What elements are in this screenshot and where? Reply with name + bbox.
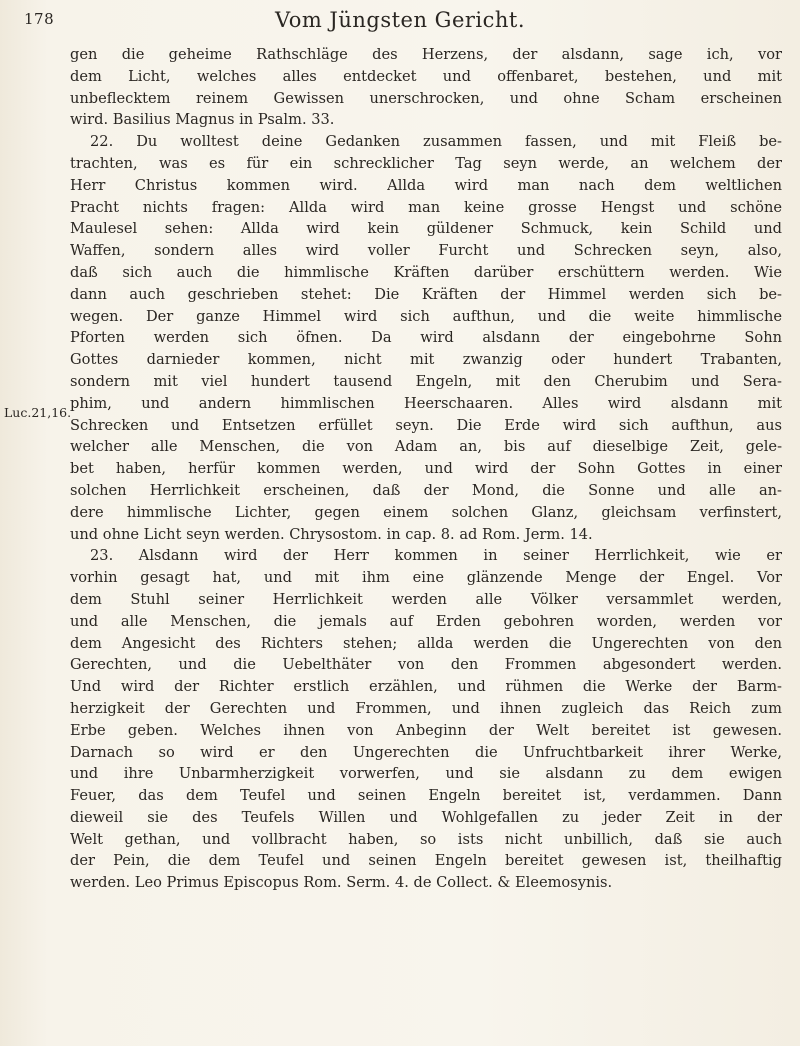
paragraph <box>70 131 782 545</box>
text-line: Maulesel sehen: Allda wird kein güldener Schmuck, kein Schild und <box>70 220 782 238</box>
text-line: Und wird der Richter erstlich erzählen, und rühmen die Werke der Barm- <box>70 678 782 696</box>
text-line: Waffen, sondern alles wird voller Furcht und Schrecken seyn, also, <box>70 242 782 260</box>
text-line: wird. Basilius Magnus in Psalm. 33. <box>70 111 335 129</box>
text-line: 23. Alsdann wird der Herr kommen in seiner Herrlichkeit, wie er <box>90 547 782 565</box>
text-line: dere himmlische Lichter, gegen einem solchen Glanz, gleichsam verfinstert, <box>70 503 782 521</box>
text-line: unbeflecktem reinem Gewissen unerschrocken, und ohne Scham erscheinen <box>70 89 782 107</box>
paragraph <box>70 545 782 894</box>
text-line: Feuer, das dem Teufel und seinen Engeln bereitet ist, verdammen. Dann <box>70 787 782 805</box>
text-line: welcher alle Menschen, die von Adam an, bis auf dieselbige Zeit, gele- <box>70 438 782 456</box>
text-line: Darnach so wird er den Ungerechten die Unfruchtbarkeit ihrer Werke, <box>70 743 782 761</box>
text-line: dieweil sie des Teufels Willen und Wohlgefallen zu jeder Zeit in der <box>70 808 782 826</box>
text-line: der Pein, die dem Teufel und seinen Engeln bereitet gewesen ist, theilhaftig <box>70 852 782 870</box>
text-line: vorhin gesagt hat, und mit ihm eine glänzende Menge der Engel. Vor <box>70 569 782 587</box>
text-line: wegen. Der ganze Himmel wird sich aufthun, und die weite himmlische <box>70 307 782 325</box>
text-line: Erbe geben. Welches ihnen von Anbeginn der Welt bereitet ist gewesen. <box>70 721 782 739</box>
margin-note: Luc.21,16. <box>4 405 72 420</box>
text-line: solchen Herrlichkeit erscheinen, daß der Mond, die Sonne und alle an- <box>70 481 782 499</box>
text-line: Pforten werden sich öfnen. Da wird alsdann der eingebohrne Sohn <box>70 329 782 347</box>
page-header <box>0 8 800 38</box>
body-text <box>70 44 782 894</box>
text-line: gen die geheime Rathschläge des Herzens, der alsdann, sage ich, vor <box>70 46 782 63</box>
text-line: Welt gethan, und vollbracht haben, so ists nicht unbillich, daß sie auch <box>70 830 782 848</box>
paragraph <box>70 44 782 131</box>
page-number: 178 <box>24 10 55 28</box>
text-line: phim, und andern himmlischen Heerschaaren. Alles wird alsdann mit <box>70 394 782 412</box>
text-line: 22. Du wolltest deine Gedanken zusammen fassen, und mit Fleiß be- <box>90 133 782 151</box>
text-line: Gottes darnieder kommen, nicht mit zwanzig oder hundert Trabanten, <box>70 351 782 369</box>
text-line: und ohne Licht seyn werden. Chrysostom. in cap. 8. ad Rom. Jerm. 14. <box>70 525 593 543</box>
text-line: trachten, was es für ein schrecklicher Tag seyn werde, an welchem der <box>70 154 782 172</box>
text-line: dann auch geschrieben stehet: Die Kräften der Himmel werden sich be- <box>70 285 782 303</box>
running-head: Vom Jüngsten Gericht. <box>274 8 526 32</box>
text-line: dem Angesicht des Richters stehen; allda werden die Ungerechten von den <box>70 634 782 652</box>
text-line: herzigkeit der Gerechten und Frommen, und ihnen zugleich das Reich zum <box>70 699 782 717</box>
text-line: sondern mit viel hundert tausend Engeln, mit den Cherubim und Sera- <box>70 372 782 390</box>
text-line: Schrecken und Entsetzen erfüllet seyn. Die Erde wird sich aufthun, aus <box>70 416 782 434</box>
text-line: daß sich auch die himmlische Kräften darüber erschüttern werden. Wie <box>70 263 782 281</box>
text-line: und ihre Unbarmherzigkeit vorwerfen, und sie alsdann zu dem ewigen <box>70 765 782 783</box>
text-line: Herr Christus kommen wird. Allda wird man nach dem weltlichen <box>70 176 782 194</box>
text-line: werden. Leo Primus Episcopus Rom. Serm. 4. de Collect. & Eleemosynis. <box>70 874 613 892</box>
text-line: Pracht nichts fragen: Allda wird man keine grosse Hengst und schöne <box>70 198 782 216</box>
text-line: Gerechten, und die Uebelthäter von den Frommen abgesondert werden. <box>70 656 782 674</box>
text-line: dem Licht, welches alles entdecket und offenbaret, bestehen, und mit <box>70 67 782 85</box>
text-line: bet haben, herfür kommen werden, und wird der Sohn Gottes in einer <box>70 460 782 478</box>
text-line: und alle Menschen, die jemals auf Erden gebohren worden, werden vor <box>70 612 782 630</box>
text-line: dem Stuhl seiner Herrlichkeit werden alle Völker versammlet werden, <box>70 590 782 608</box>
